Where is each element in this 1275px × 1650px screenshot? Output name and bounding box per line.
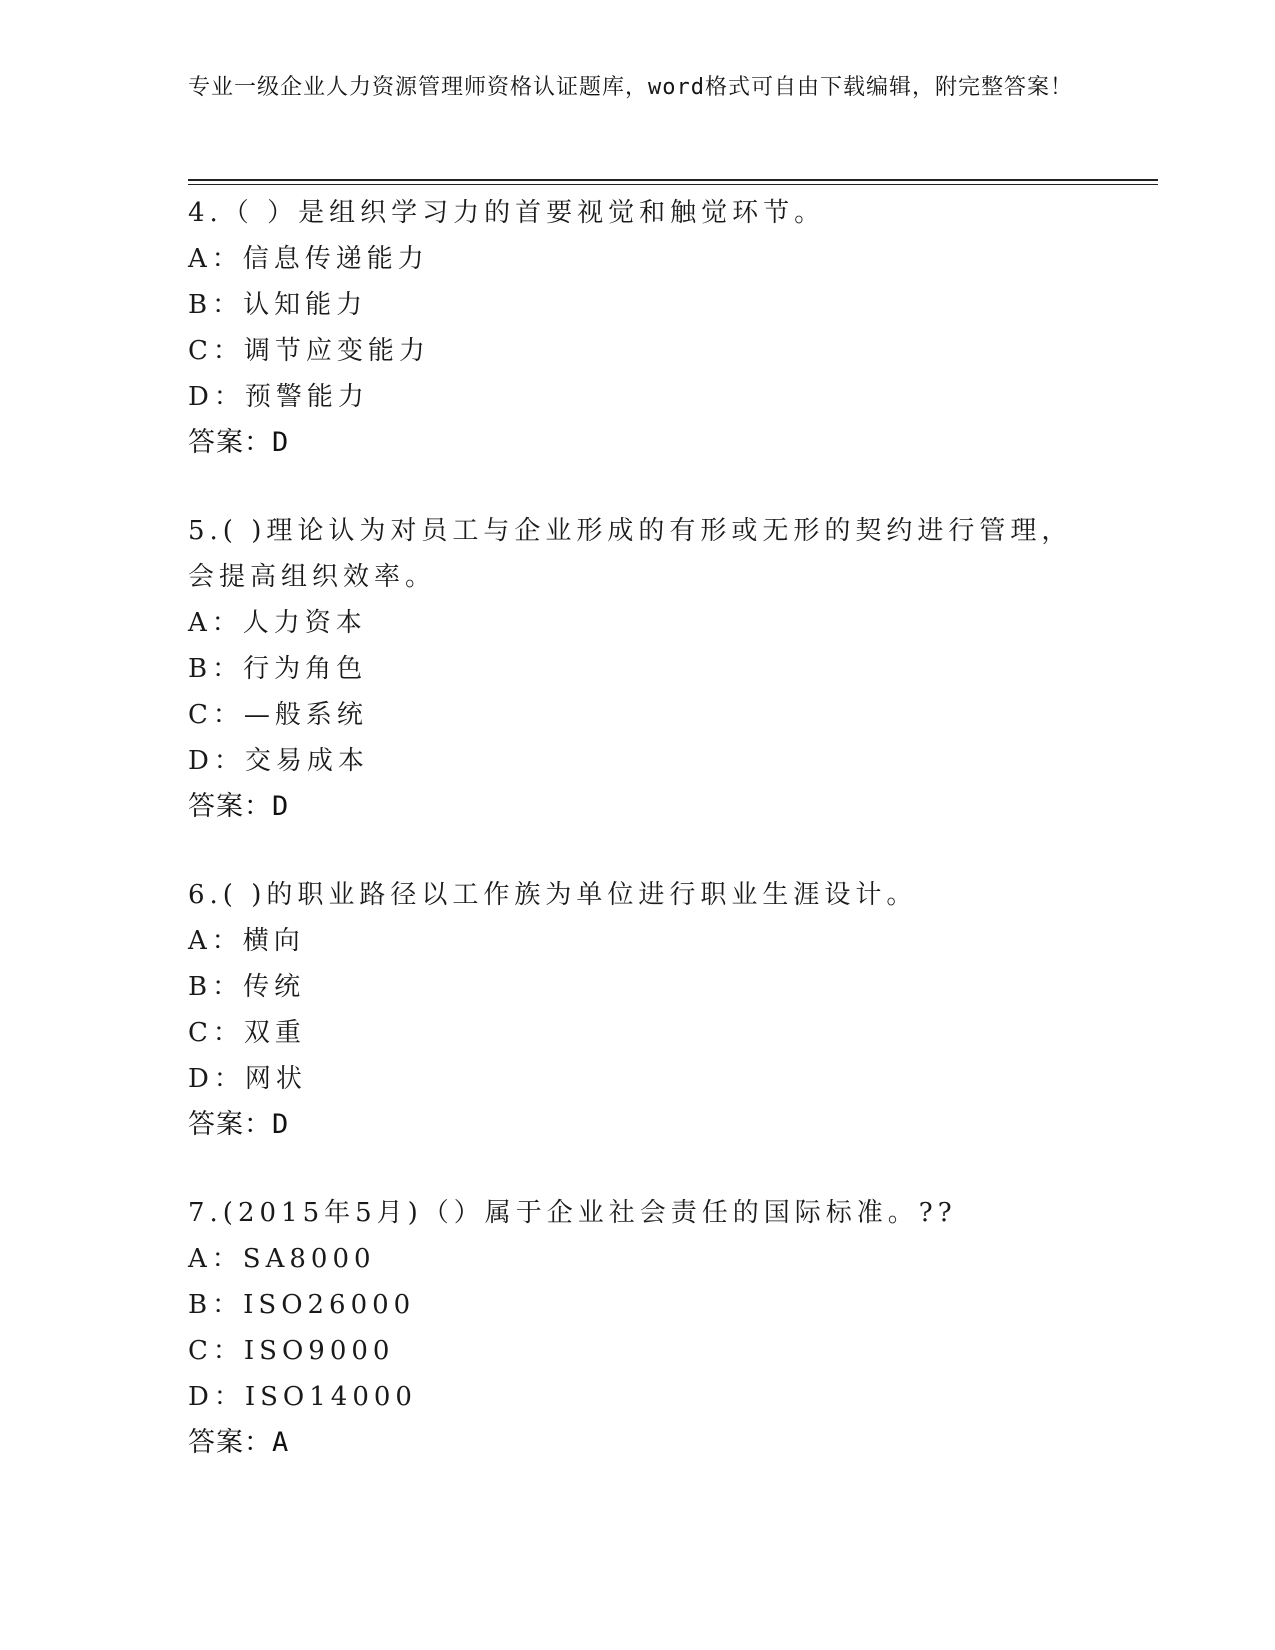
option-a: A：SA8000: [188, 1244, 376, 1274]
option-c: C：ISO9000: [188, 1336, 395, 1366]
header-divider-thick: [188, 179, 1158, 181]
option-d: D：交易成本: [188, 746, 369, 776]
option-b: B：ISO26000: [188, 1290, 416, 1320]
question-item: [188, 872, 1088, 1148]
header-divider-thin: [188, 184, 1158, 185]
option-b: B：认知能力: [188, 290, 368, 320]
question-answer: 答案：D: [188, 1109, 290, 1140]
question-answer: 答案：A: [188, 1427, 290, 1458]
question-list: [188, 190, 1088, 1508]
option-d: D：ISO14000: [188, 1382, 417, 1412]
option-c: C：双重: [188, 1018, 306, 1048]
question-answer: 答案：D: [188, 791, 290, 822]
option-a: A：人力资本: [188, 608, 367, 638]
option-b: B：行为角色: [188, 654, 368, 684]
option-a: A：横向: [188, 926, 305, 956]
option-d: D：预警能力: [188, 382, 369, 412]
question-item: [188, 190, 1088, 466]
option-c: C：调节应变能力: [188, 336, 430, 366]
question-stem: 4.（ ）是组织学习力的首要视觉和触觉环节。: [188, 198, 826, 228]
option-d: D：网状: [188, 1064, 307, 1094]
option-a: A：信息传递能力: [188, 244, 429, 274]
question-item: [188, 508, 1088, 830]
question-answer: 答案：D: [188, 427, 290, 458]
question-stem: 5.( )理论认为对员工与企业形成的有形或无形的契约进行管理，会提高组织效率。: [188, 516, 1073, 592]
question-item: [188, 1190, 1088, 1466]
option-c: C：—般系统: [188, 700, 368, 730]
question-stem: 7.(2015年5月)（）属于企业社会责任的国际标准。??: [188, 1198, 957, 1228]
question-stem: 6.( )的职业路径以工作族为单位进行职业生涯设计。: [188, 880, 918, 910]
option-b: B：传统: [188, 972, 306, 1002]
document-header: 专业一级企业人力资源管理师资格认证题库，word格式可自由下载编辑，附完整答案！: [188, 75, 1073, 100]
